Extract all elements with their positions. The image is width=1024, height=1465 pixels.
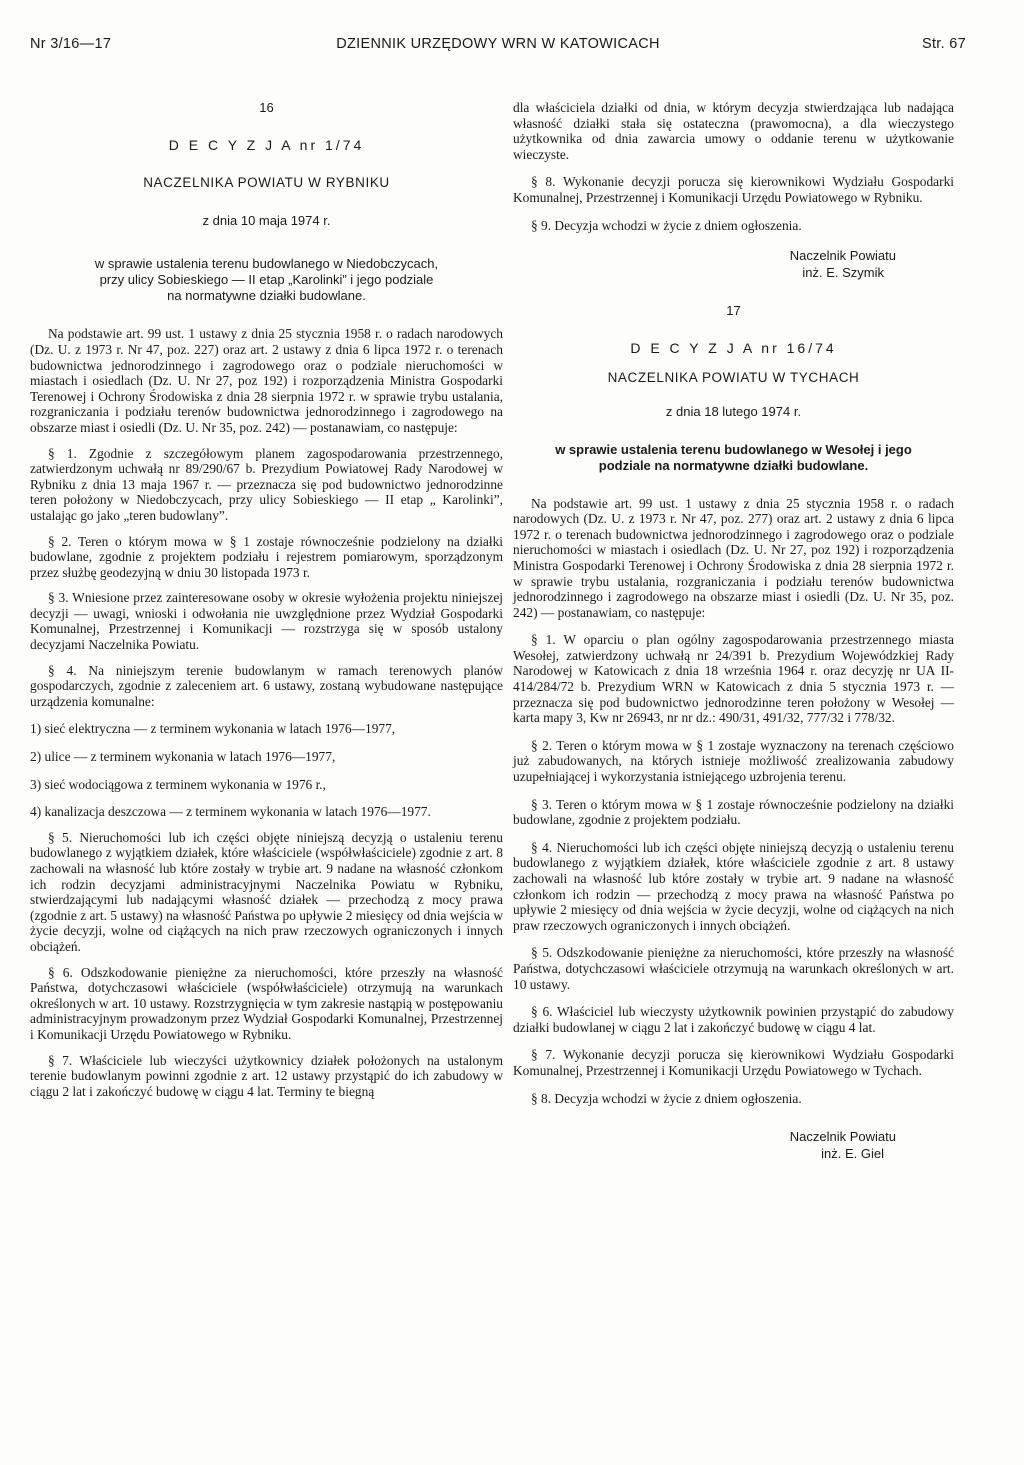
subject-line: w sprawie ustalenia terenu budowlanego w Wesołej i jego: [555, 441, 912, 457]
decision-16-number: 16: [259, 100, 274, 115]
subject-line: na normatywne działki budowlane.: [167, 288, 366, 304]
decision-16-preamble: Na podstawie art. 99 ust. 1 ustawy z dnia 25 stycznia 1958 r. o radach narodowych (Dz. U. z 1973 r. Nr 47, poz. 227) oraz art. 2 ustawy z dnia 6 lipca 1972 r. o terenach budownictwa jednorodzinnego i zagrodowego oraz o podziale nieruchomości w miastach i osiedlach (Dz. U. Nr 27, poz 192) i rozporządzenia Ministra Gospodarki Terenowej i Ochrony Środowiska z dnia 28 sierpnia 1972 r. w sprawie trybu ustalania, rozgraniczania i podziału terenów budownictwa jednorodzinnego i zagrodowego na obszarze miast i osiedli (Dz. U. Nr 35, poz. 242) — postanawiam, co następuje:: [30, 326, 503, 435]
decision-17-par-1: § 1. W oparciu o plan ogólny zagospodarowania przestrzennego miasta Wesołej, zatwierdzony uchwałą nr 24/391 b. Prezydium Wojewódzkiej Rady Narodowej w Katowicach z dnia 18 września 1964 r. oraz decyzję nr UA II-414/284/72 b. Prezydium WRN w Katowicach z dnia 5 stycznia 1973 r. — przeznacza się pod budownictwo jednorodzinne teren położony w Wesołej — karta mapy 3, Kw nr 26943, nr nr dz.: 490/31, 491/32, 777/32 i 778/32.: [513, 632, 954, 726]
decision-17-par-2: § 2. Teren o którym mowa w § 1 zostaje wyznaczony na terenach częściowo już zabudowanych, na których istnieje możliwość zrealizowania zabudowy uzupełniającej i wykorzystania istniejącego uzbrojenia terenu.: [513, 737, 954, 785]
issue-number: Nr 3/16—17: [30, 36, 112, 52]
decision-17-par-5: § 5. Odszkodowanie pieniężne za nieruchomości, które przeszły na własność Państwa, dotychczasowi właściciele otrzymują na warunkach określonych w art. 10 ustawy.: [513, 945, 954, 992]
decision-17-par-8: § 8. Decyzja wchodzi w życie z dniem ogłoszenia.: [531, 1090, 802, 1106]
list-item: 2) ulice — z terminem wykonania w latach 1976—1977,: [30, 749, 336, 765]
subject-line: w sprawie ustalenia terenu budowlanego w Niedobczycach,: [94, 256, 439, 272]
decision-16-par-3: § 3. Wniesione przez zainteresowane osoby w okresie wyłożenia projektu niniejszej decyzji — uwagi, wnioski i odwołania nie uwzględnione przez Wydział Gospodarki Komunalnej, Przestrzennej i Komunikacji — rozstrzyga się w sposób ustalony decyzjami Naczelnika Powiatu.: [30, 590, 503, 653]
list-item: 4) kanalizacja deszczowa — z terminem wykonania w latach 1976—1977.: [30, 804, 431, 820]
decision-17-date: z dnia 18 lutego 1974 r.: [665, 403, 802, 419]
signature-name: inż. E. Szymik: [802, 265, 884, 281]
page-number: Str. 67: [921, 36, 966, 52]
decision-16-utility-list: [30, 721, 503, 819]
decision-16-par-7: § 7. Właściciele lub wieczyści użytkownicy działek położonych na ustalonym terenie budowlanym powinni zgodnie z art. 12 ustawy przystąpić do ich zabudowy w ciągu 2 lat i zakończyć budowę w ciągu 4 lat. Terminy te biegną: [30, 1052, 503, 1099]
list-item: 1) sieć elektryczna — z terminem wykonania w latach 1976—1977,: [30, 721, 396, 737]
signature-title: Naczelnik Powiatu: [789, 248, 896, 264]
decision-17-number: 17: [726, 303, 741, 319]
decision-16-par-7-continued: dla właściciela działki od dnia, w którym decyzja stwierdzająca lub nadająca własność działki stała się ostateczna (prawomocna), a dla wieczystego użytkownika od dnia zawarcia umowy o oddanie terenu w użytkowanie wieczyste.: [513, 100, 954, 162]
decision-16-par-1: § 1. Zgodnie z szczegółowym planem zagospodarowania przestrzennego, zatwierdzonym uchwałą nr 89/290/67 b. Prezydium Powiatowej Rady Narodowej w Rybniku z dnia 13 maja 1967 r. — przeznacza się pod budownictwo jednorodzinne teren położony w Niedobczycach, przy ulicy Sobieskiego — II etap „ Karolinki”, ustalając go jako „teren budowlany”.: [30, 445, 503, 523]
decision-17-title: D E C Y Z J A nr 16/74: [630, 339, 837, 356]
signature-name: inż. E. Giel: [821, 1146, 884, 1162]
decision-16-subject: [30, 256, 503, 304]
decision-17-preamble: Na podstawie art. 99 ust. 1 ustawy z dnia 25 stycznia 1958 r. o radach narodowych (Dz. U. z 1973 r. Nr 47, poz. 277) oraz art. 2 ustawy z dnia 6 lipca 1972 r. o terenach budownictwa jednorodzinnego i zagrodowego oraz o podziale nieruchomości w miastach i osiedlach (Dz. U. Nr 27, poz 192) i rozporządzenia Ministra Gospodarki Terenowej i Ochrony Środowiska z dnia 28 sierpnia 1972 r. w sprawie trybu ustalania, rozgraniczania i podziału terenów budownictwa jednorodzinnego i zagrodowego na obszarze miast i osiedli (Dz. U. Nr 35, poz. 242) — postanawiam, co następuje:: [513, 495, 954, 620]
decision-16-par-9: § 9. Decyzja wchodzi w życie z dniem ogłoszenia.: [531, 217, 802, 233]
decision-17-signature: [513, 1128, 954, 1162]
signature-title: Naczelnik Powiatu: [789, 1129, 896, 1145]
decision-17-par-6: § 6. Właściciel lub wieczysty użytkownik powinien przystąpić do zabudowy działki budowlanej w ciągu 2 lat i zakończyć budowę w ciągu 4 lat.: [513, 1004, 954, 1035]
decision-16-par-6: § 6. Odszkodowanie pieniężne za nieruchomości, które przeszły na własność Państwa, dotychczasowi właściciele (współwłaściciele) otrzymują na warunkach określonych w art. 10 ustawy. Rozstrzygnięcia w tym zakresie nastąpią w postępowaniu administracyjnym prowadzonym przez Wydział Gospodarki Komunalnej, Przestrzennej i Komunikacji Urzędu Powiatowego w Rybniku.: [30, 964, 503, 1042]
decision-16-par-2: § 2. Teren o którym mowa w § 1 zostaje równocześnie podzielony na działki budowlane, zgodnie z projektem podziału i rejestrem pomiarowym, sporządzonym przez służbę geodezyjną w dniu 30 listopada 1973 r.: [30, 533, 503, 580]
decision-16-title: D E C Y Z J A nr 1/74: [168, 136, 365, 153]
decision-16-par-5: § 5. Nieruchomości lub ich części objęte niniejszą decyzją o ustaleniu terenu budowlanego z wyjątkiem działek, które właściciele (współwłaściciele) zgodnie z art. 8 zachowali na własność lub które zostały w trybie art. 9 nadane na własność członkom ich rodzin decyzjami administracyjnymi Naczelnika Powiatu w Rybniku, stwierdzającymi lub nadającymi własność działek — przechodzą z mocy prawa (zgodnie z art. 5 ustawy) na własność Państwa po upływie 2 miesięcy od dnia wejścia w życie decyzji, wolne od ciążących na nich praw rzeczowych ograniczonych i innych obciążeń.: [30, 829, 504, 954]
list-item: 3) sieć wodociągowa z terminem wykonania w 1976 r.,: [30, 776, 326, 792]
decision-17-subject: [513, 442, 954, 474]
decision-16-authority: NACZELNIKA POWIATU W RYBNIKU: [143, 175, 390, 191]
decision-16-par-8: § 8. Wykonanie decyzji porucza się kierownikowi Wydziału Gospodarki Komunalnej, Przestrzennej i Komunikacji Urzędu Powiatowego w Rybniku.: [513, 174, 954, 205]
decision-17-authority: NACZELNIKA POWIATU W TYCHACH: [607, 370, 860, 386]
gazette-title: DZIENNIK URZĘDOWY WRN W KATOWICACH: [336, 36, 660, 52]
right-column: [513, 100, 954, 1162]
decision-16-signature: [513, 247, 954, 281]
decision-17-par-4: § 4. Nieruchomości lub ich części objęte niniejszą decyzją o ustaleniu terenu budowlanego z wyjątkiem działek, które właściciele zgodnie z art. 8 ustawy zachowali na własność lub które zostały w trybie art. 9 nadane na własność członkom ich rodzin — przechodzą z mocy prawa na własność Państwa po upływie 2 miesięcy od dnia wejścia w życie decyzji, wolne od ciążących na nich praw rzeczowych ograniczonych i innych obciążeń.: [513, 839, 954, 933]
decision-16-par-4: § 4. Na niniejszym terenie budowlanym w ramach terenowych planów gospodarczych, zgodnie z zaleceniem art. 6 ustawy, zostaną wybudowane następujące urządzenia komunalne:: [30, 662, 503, 709]
decision-16-date: z dnia 10 maja 1974 r.: [202, 212, 331, 228]
left-column: [30, 100, 503, 1099]
page-header: [30, 36, 966, 56]
subject-line: podziale na normatywne działki budowlane.: [598, 457, 869, 473]
decision-17-par-3: § 3. Teren o którym mowa w § 1 zostaje równocześnie podzielony na działki budowlane, zgodnie z projektem podziału.: [513, 796, 954, 828]
subject-line: przy ulicy Sobieskiego — II etap „Karolinki” i jego podziale: [99, 272, 434, 288]
decision-17-par-7: § 7. Wykonanie decyzji porucza się kierownikowi Wydziału Gospodarki Komunalnej, Przestrzennej i Komunikacji Urzędu Powiatowego w Tychach.: [513, 1047, 954, 1078]
